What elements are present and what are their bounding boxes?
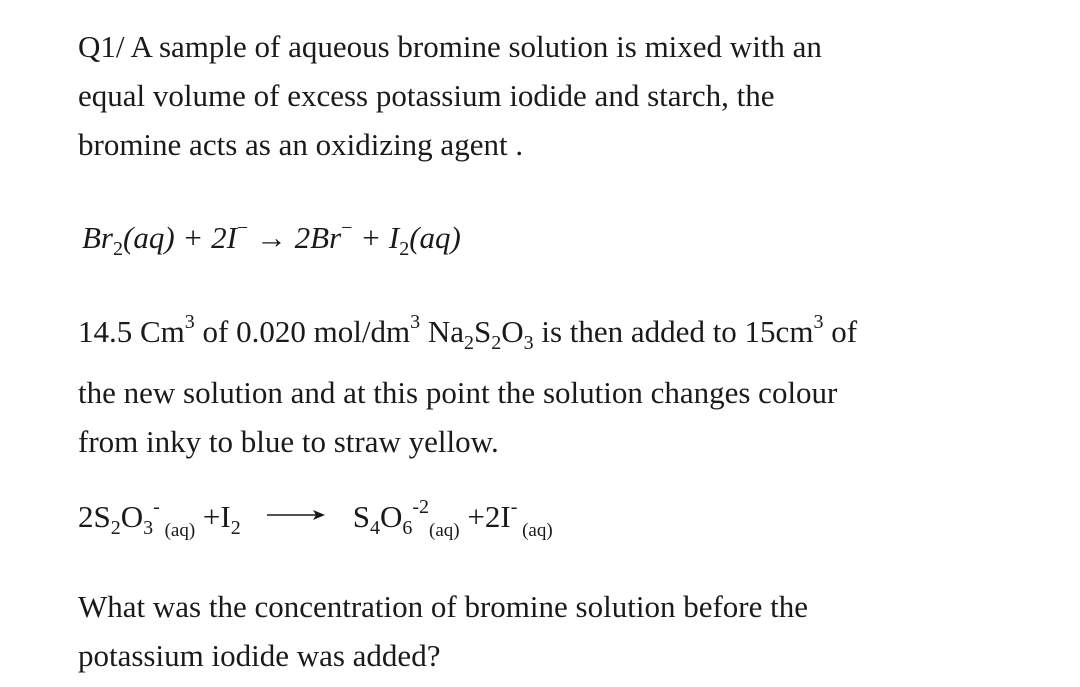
intro-line-1: Q1/ A sample of aqueous bromine solution is mixed with an	[78, 29, 822, 64]
thiosulfate-s: S	[473, 314, 492, 349]
eq2-state-1: (aq)	[159, 520, 196, 541]
titration-paragraph	[78, 298, 1038, 466]
eq1-iodide-charge: −	[236, 217, 249, 239]
titration-line-2: the new solution and at this point the solution changes colour	[78, 375, 838, 410]
thiosulfate-na: Na	[420, 314, 464, 349]
eq1-iodine: + I	[352, 220, 400, 255]
titration-line-3: from inky to blue to straw yellow.	[78, 424, 499, 459]
titration-concentration-exp: 3	[410, 311, 421, 333]
eq2-product-o-sub: 6	[402, 517, 413, 539]
thiosulfate-s-sub: 2	[491, 332, 502, 354]
eq2-plus-iodide: +2I	[459, 499, 511, 534]
eq2-coef: 2S	[78, 499, 111, 534]
eq1-bromide: 2Br	[294, 220, 342, 255]
eq2-iodide-charge: -	[510, 496, 518, 518]
eq1-lhs-rest: (aq) + 2I	[123, 220, 237, 255]
titration-volume: 14.5 Cm	[78, 314, 185, 349]
final-question-line-2: potassium iodide was added?	[78, 638, 441, 673]
question-intro	[78, 22, 1038, 169]
eq2-o-sub: 3	[143, 517, 154, 539]
eq1-bromine-sub: 2	[113, 238, 123, 260]
eq1-bromide-charge: −	[341, 217, 353, 239]
eq2-state-3: (aq)	[517, 520, 553, 541]
eq2-product-s: S	[352, 499, 370, 534]
thiosulfate-o-sub: 3	[523, 332, 534, 354]
redox-equation	[82, 217, 461, 261]
intro-line-2: equal volume of excess potassium iodide and starch, the	[78, 78, 775, 113]
eq2-product-o: O	[379, 499, 403, 534]
eq1-iodine-sub: 2	[399, 238, 410, 260]
final-question-line-1: What was the concentration of bromine solution before the	[78, 589, 808, 624]
titration-added-text: is then added to 15cm	[533, 314, 814, 349]
titration-added-exp: 3	[813, 311, 824, 333]
thiosulfate-o: O	[501, 314, 524, 349]
eq2-o-charge: -	[153, 496, 160, 518]
titration-concentration: of 0.020 mol/dm	[194, 314, 411, 349]
eq2-product-charge: -2	[412, 496, 430, 518]
eq2-plus-iodine: +I	[195, 499, 231, 534]
eq2-state-2: (aq)	[429, 520, 460, 541]
eq1-arrow: →	[248, 220, 295, 255]
eq1-bromine: Br	[82, 220, 113, 255]
eq2-iodine-sub: 2	[230, 517, 241, 539]
titration-of-text: of	[823, 314, 858, 349]
eq2-product-s-sub: 4	[369, 517, 380, 539]
reaction-arrow-icon	[267, 508, 325, 522]
intro-line-3: bromine acts as an oxidizing agent .	[78, 127, 524, 162]
thiosulfate-equation	[78, 496, 553, 542]
eq1-iodine-state: (aq)	[409, 220, 461, 255]
final-question	[78, 582, 1038, 680]
thiosulfate-na-sub: 2	[463, 332, 474, 354]
eq2-s-sub: 2	[110, 517, 121, 539]
eq2-o: O	[120, 499, 144, 534]
titration-volume-exp: 3	[184, 311, 195, 333]
